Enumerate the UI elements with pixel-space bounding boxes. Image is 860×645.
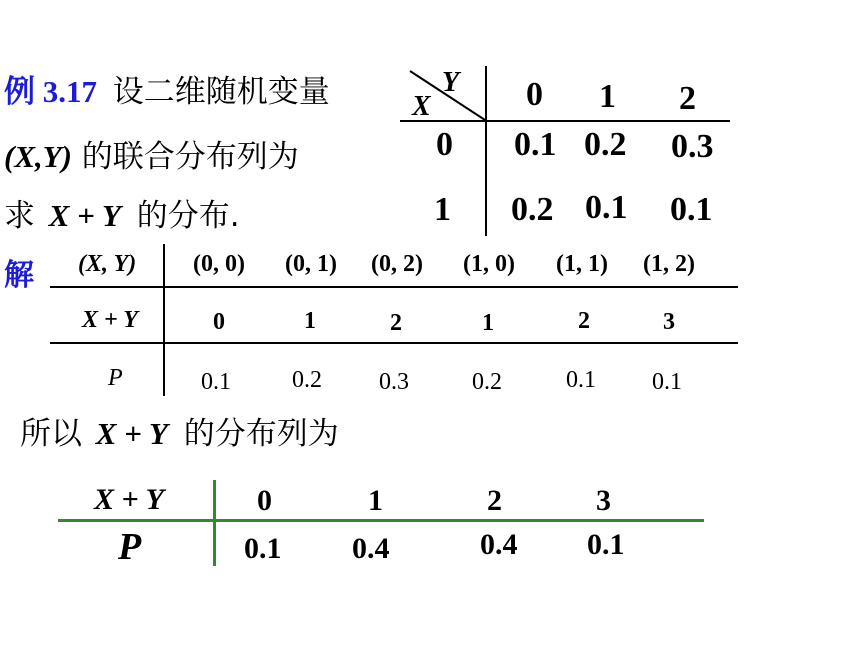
joint-prob-cell: 0.3 (671, 128, 714, 165)
pair-cell: (1, 2) (643, 251, 695, 277)
problem-text-3-prefix: 求 (4, 198, 35, 234)
problem-line-1 (4, 74, 330, 110)
prob-header: P (108, 365, 123, 391)
conclusion-prefix: 所以 (20, 416, 82, 452)
joint-row-header: X (412, 91, 431, 122)
conclusion-var: X + Y (95, 416, 168, 451)
result-vertical-rule (213, 480, 216, 566)
result-prob-cell: 0.4 (352, 532, 390, 565)
result-value-cell: 3 (596, 484, 611, 517)
sum-cell: 1 (482, 310, 494, 336)
result-value-cell: 2 (487, 484, 502, 517)
problem-text-2: 的联合分布列为 (81, 139, 299, 175)
joint-col-header: Y (442, 67, 460, 98)
pair-cell: (1, 0) (463, 251, 515, 277)
joint-vertical-rule (485, 66, 487, 236)
conclusion-text: 的分布列为 (183, 416, 339, 452)
prob-cell: 0.2 (292, 367, 322, 393)
result-value-header: X + Y (94, 483, 164, 516)
problem-text-1: 设二维随机变量 (112, 74, 330, 110)
sum-cell: 2 (578, 308, 590, 334)
prob-cell: 0.1 (201, 369, 231, 395)
result-prob-cell: 0.4 (480, 528, 518, 561)
sum-header: X + Y (82, 307, 138, 333)
solution-rule-1 (50, 286, 738, 288)
joint-y-value: 0 (526, 76, 543, 113)
sum-cell: 3 (663, 309, 675, 335)
pair-header: (X, Y) (78, 251, 137, 277)
problem-text-3: 的分布. (136, 198, 240, 234)
problem-var-sum: X + Y (48, 198, 121, 233)
pair-cell: (0, 0) (193, 251, 245, 277)
prob-cell: 0.1 (652, 369, 682, 395)
solution-rule-2 (50, 342, 738, 344)
sum-cell: 2 (390, 310, 402, 336)
problem-var-xy: (X,Y) (4, 139, 73, 174)
result-value-cell: 0 (257, 484, 272, 517)
result-prob-header: P (118, 526, 142, 568)
problem-line-3 (4, 198, 240, 234)
joint-y-value: 2 (679, 80, 696, 117)
result-value-cell: 1 (368, 484, 383, 517)
joint-prob-cell: 0.1 (514, 126, 557, 163)
joint-horizontal-rule (400, 120, 730, 122)
problem-line-2 (4, 139, 299, 175)
example-label: 例 3.17 (4, 74, 97, 109)
prob-cell: 0.1 (566, 367, 596, 393)
result-prob-cell: 0.1 (244, 532, 282, 565)
result-prob-cell: 0.1 (587, 528, 625, 561)
pair-cell: (0, 1) (285, 251, 337, 277)
sum-cell: 1 (304, 308, 316, 334)
prob-cell: 0.2 (472, 369, 502, 395)
joint-x-value: 0 (436, 126, 453, 163)
joint-prob-cell: 0.1 (670, 191, 713, 228)
sum-cell: 0 (213, 309, 225, 335)
conclusion-line (20, 416, 339, 452)
joint-prob-cell: 0.2 (584, 126, 627, 163)
solution-label: 解 (4, 258, 34, 293)
prob-cell: 0.3 (379, 369, 409, 395)
solution-vertical-rule (163, 244, 165, 396)
result-horizontal-rule (58, 519, 704, 522)
joint-x-value: 1 (434, 191, 451, 228)
joint-y-value: 1 (599, 78, 616, 115)
joint-prob-cell: 0.1 (585, 189, 628, 226)
pair-cell: (1, 1) (556, 251, 608, 277)
pair-cell: (0, 2) (371, 251, 423, 277)
joint-prob-cell: 0.2 (511, 191, 554, 228)
